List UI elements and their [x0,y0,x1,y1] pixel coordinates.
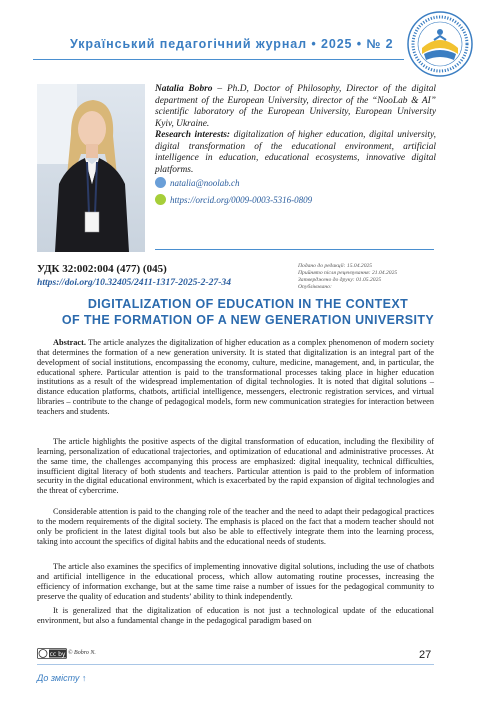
doi-link[interactable]: https://doi.org/10.32405/2411-1317-2025-2-27-34 [37,277,232,288]
title-line-2: OF THE FORMATION OF A NEW GENERATION UNIVERSITY [61,313,435,327]
orcid-icon [155,194,166,205]
cc-license-icon [37,648,67,659]
abstract-paragraph-1: Abstract. The article analyzes the digitalization of higher education as a complex phenomenon of modern society that determines the formation of a new generation university. It is stated that digitalization is an integral part of the development of social institutions, encompassing the economy, culture, medicine, management, and, in particular, the educational sphere. Particular attention is paid to the transformational processes taking place in higher education institutions as a result of the widespread implementation of digital technologies. It is noted that digital solutions – distance education platforms, chatbots, artificial intelligence, messengers, electronic registration services, and virtual libraries – contribute to the change of pedagogical models, form new communication strategies for interaction between teachers and students. [37,338,434,416]
copyright: © Bobro N. [68,650,96,656]
email-link[interactable]: natalia@noolab.ch [170,177,240,188]
date-submitted: Подано до редакції: 15.04.2025 [298,263,373,269]
abstract-paragraph-4: The article also examines the specifics of implementing innovative digital solutions, including the use of chatbots and artificial intelligence in the educational process, which allow automating routine processes, increasing the efficiency of information exchange, but at the same time raise a number of issues for the pedagogical community to preserve the quality of education and students’ ability to think independently. [37,562,434,601]
research-label: Research interests: [155,130,230,140]
footer-divider [37,664,434,665]
table-of-contents-link[interactable]: До змісту ↑ [37,673,87,683]
orcid-contact [155,194,312,205]
email-icon [155,177,166,188]
cc-label: cc by [49,650,66,658]
abstract-paragraph-2: The article highlights the positive aspects of the digital transformation of education, including the flexibility of learning, personalization of educational trajectories, and optimization of educational and administrative processes. At the same time, the challenges accompanying this process are emphasized: digital inequality, technical difficulties, insufficient digital literacy of both students and teachers. Particular attention is paid to the problem of information security in the digital educational environment, which is exacerbated by the rapid expansion of digital technologies and the threat of cybercrime. [37,437,434,496]
research-interests [155,130,436,176]
research-text: digitalization of higher education, digital university, digital transformation of the educational environment, artificial intelligence in education, educational ecosystems, innovative digital platforms. [155,130,436,175]
author-bio [155,84,436,130]
author-photo [37,84,145,252]
email-contact [155,177,240,188]
article-title [30,296,466,328]
author-name: Natalia Bobro [155,84,213,94]
header-divider [33,59,404,60]
date-accepted: Прийнято після рецензування: 21.04.2025 [298,270,398,276]
abstract-label: Abstract. [53,338,86,347]
date-approved: Затверджено до друку: 01.05.2025 [298,277,382,283]
date-published: Опубліковано: [298,284,332,290]
author-divider [155,249,434,250]
author-credentials: – Ph.D, Doctor of Philosophy, Director of the digital department of the European University, director of the “NooLab & AI” scientific laboratory of the European University, European University Kyiv, Ukraine. [155,84,436,129]
page-number: 27 [419,649,432,661]
udk-code: УДК 32:002:004 (477) (045) [37,263,167,275]
abstract-paragraph-3: Considerable attention is paid to the changing role of the teacher and the need to adapt their pedagogical practices to the modern requirements of the digital society. The emphasis is placed on the fact that a modern teacher should not only be proficient in the latest digital tools but also be able to effectively integrate them into the learning process, taking into account the specifics of digital habits and the educational needs of students. [37,507,434,546]
journal-logo [406,10,474,78]
journal-title: Український педагогічний журнал • 2025 • № 2 [70,37,394,51]
title-line-1: DIGITALIZATION OF EDUCATION IN THE CONTEXT [87,297,409,311]
orcid-link[interactable]: https://orcid.org/0009-0003-5316-0809 [170,194,313,205]
abstract-paragraph-5: It is generalized that the digitalization of education is not just a technological update of the educational environment, but also a fundamental change in the pedagogical paradigm based on [37,606,434,625]
